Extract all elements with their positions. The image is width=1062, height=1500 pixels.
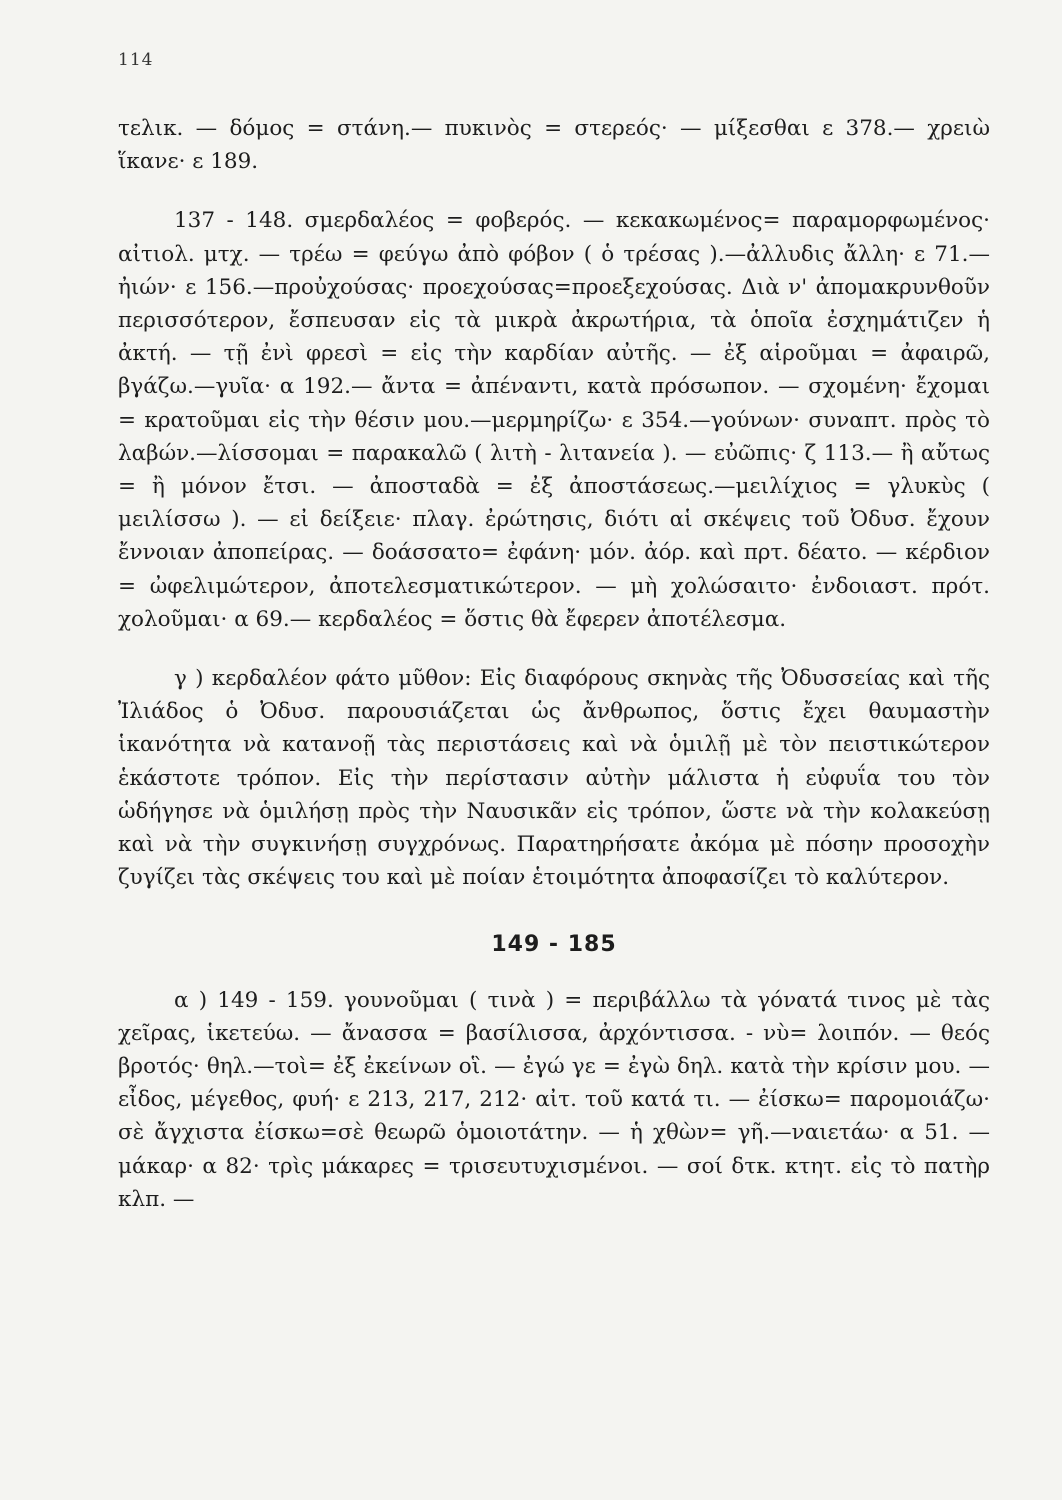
paragraph-3: γ ) κερδαλέον φάτο μῦθον: Εἰς διαφόρους σκηνὰς τῆς Ὀδυσσείας καὶ τῆς Ἰλιάδος ὁ Ὀδυσ. παρουσιάζεται ὡς ἄνθρωπος, ὅστις ἔχει θαυμαστὴν ἱκανότητα νὰ κατανοῇ τὰς περιστάσεις καὶ νὰ ὁμιλῇ μὲ τὸν πειστικώτερον ἑκάστοτε τρόπον. Εἰς τὴν περίστασιν αὐτὴν μάλιστα ἡ εὐφυΐα του τὸν ὡδήγησε νὰ ὁμιλήσῃ πρὸς τὴν Ναυσικᾶν εἰς τρόπον, ὥστε νὰ τὴν κολακεύσῃ καὶ νὰ τὴν συγκινήσῃ συγχρόνως. Παρατηρήσατε ἀκόμα μὲ πόσην προσοχὴν ζυγίζει τὰς σκέψεις του καὶ μὲ ποίαν ἑτοιμότητα ἀποφασίζει τὸ καλύτερον. (118, 666, 990, 891)
section-heading: 149 - 185 (491, 932, 617, 958)
paragraph-2: 137 - 148. σμερδαλέος = φοβερός. — κεκακωμένος= παραμορφωμένος· αἰτιολ. μτχ. — τρέω = φεύγω ἀπὸ φόβον ( ὁ τρέσας ).—ἀλλυδις ἄλλη· ε 71.—ἠιών· ε 156.—προὐχούσας· προεχούσας=προεξεχούσας. Διὰ ν' ἀπομακρυνθοῦν περισσότερον, ἔσπευσαν εἰς τὰ μικρὰ ἀκρωτήρια, τὰ ὁποῖα ἐσχημάτιζεν ἡ ἀκτή. — τῇ ἐνὶ φρεσὶ = εἰς τὴν καρδίαν αὐτῆς. — ἐξ αἱροῦμαι = ἀφαιρῶ, βγάζω.—γυῖα· α 192.— ἄντα = ἀπέναντι, κατὰ πρόσωπον. — σχομένη· ἔχομαι = κρατοῦμαι εἰς τὴν θέσιν μου.—μερμηρίζω· ε 354.—γούνων· συναπτ. πρὸς τὸ λαβών.—λίσσομαι = παρακαλῶ ( λιτὴ - λιτανεία ). — εὐῶπις· ζ 113.— ἢ αὔτως = ἢ μόνον ἔτσι. — ἀποσταδὰ = ἐξ ἀποστάσεως.—μειλίχιος = γλυκὺς ( μειλίσσω ). — εἰ δείξειε· πλαγ. ἐρώτησις, διότι αἱ σκέψεις τοῦ Ὀδυσ. ἔχουν ἔννοιαν ἀποπείρας. — δοάσσατο= ἐφάνη· μόν. ἀόρ. καὶ πρτ. δέατο. — κέρδιον = ὠφελιμώτερον, ἀποτελεσματικώτερον. — μὴ χολώσαιτο· ἐνδοιαστ. πρότ. χολοῦμαι· α 69.— κερδαλέος = ὅστις θὰ ἔφερεν ἀποτέλεσμα. (118, 208, 990, 632)
paragraph-1: τελικ. — δόμος = στάνη.— πυκινὸς = στερεός· — μίξεσθαι ε 378.— χρειὼ ἵκανε· ε 189. (118, 116, 990, 175)
page-number: 114 (118, 50, 154, 70)
body-text (118, 112, 990, 1216)
paragraph-4: α ) 149 - 159. γουνοῦμαι ( τινὰ ) = περιβάλλω τὰ γόνατά τινος μὲ τὰς χεῖρας, ἱκετεύω. — ἄνασσα = βασίλισσα, ἀρχόντισσα. - νὺ= λοιπόν. — θεός βροτός· θηλ.—τοὶ= ἐξ ἐκείνων οἳ. — ἐγώ γε = ἐγὼ δηλ. κατὰ τὴν κρίσιν μου. — εἶδος, μέγεθος, φυή· ε 213, 217, 212· αἰτ. τοῦ κατά τι. — ἐίσκω= παρομοιάζω· σὲ ἄγχιστα ἐίσκω=σὲ θεωρῶ ὁμοιοτάτην. — ἡ χθὼν= γῆ.—ναιετάω· α 51. — μάκαρ· α 82· τρὶς μάκαρες = τρισευτυχισμένοι. — σοί δτκ. κτητ. εἰς τὸ πατὴρ κλπ. — (118, 987, 990, 1212)
